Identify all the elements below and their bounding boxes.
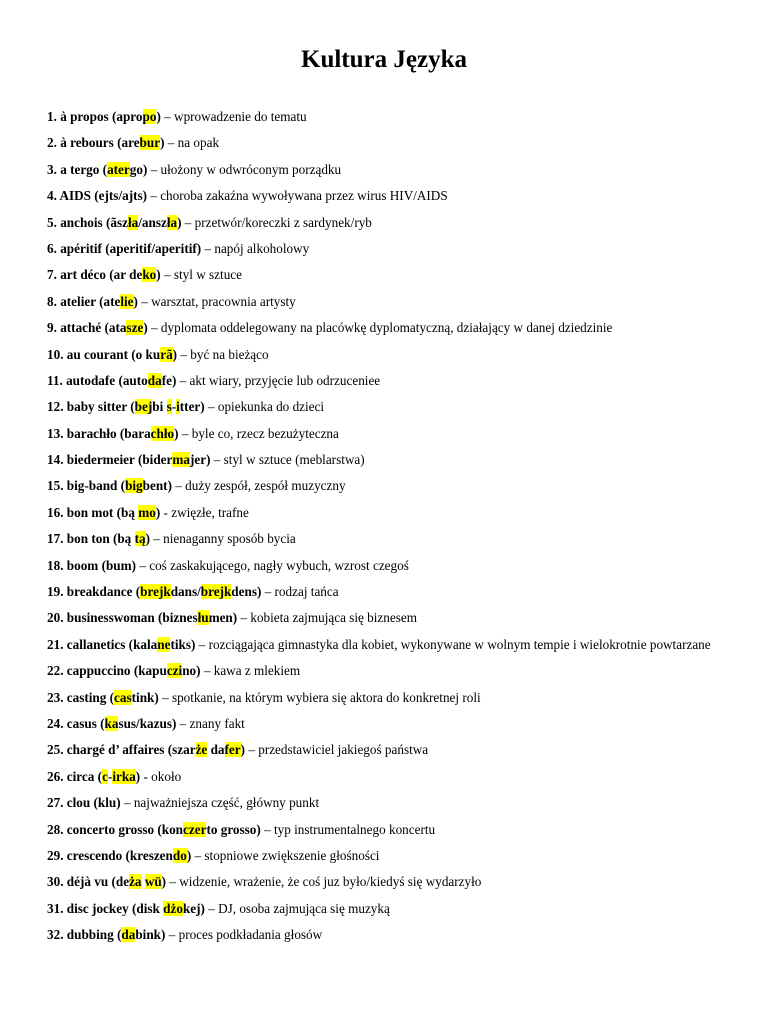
entry-definition: – najważniejsza część, główny punkt	[120, 795, 320, 811]
list-item	[47, 477, 727, 494]
term-text: apéritif (aperitif/aperitif)	[60, 240, 202, 256]
entry-definition: – spotkanie, na którym wybiera się aktora do konkretnej roli	[158, 689, 481, 705]
entry-term	[67, 822, 261, 837]
highlighted-syllable: big	[125, 478, 143, 494]
entry-definition: – coś zaskakującego, nagły wybuch, wzrost czegoś	[136, 557, 409, 573]
highlighted-syllable: do	[172, 847, 187, 863]
highlighted-syllable: czi	[166, 663, 183, 679]
entry-number: 13.	[47, 425, 67, 441]
highlighted-syllable: wü	[144, 874, 162, 890]
term-text: clou (klu)	[66, 795, 121, 811]
entry-term	[67, 927, 166, 942]
term-text: big-band (	[66, 478, 126, 494]
list-item	[47, 187, 727, 204]
entry-definition: - zwięzłe, trafne	[160, 504, 249, 520]
entry-number: 14.	[47, 452, 67, 468]
highlighted-syllable: tą	[134, 531, 146, 547]
highlighted-syllable: brejk	[200, 584, 232, 600]
entry-number: 9.	[47, 320, 61, 336]
term-text: breakdance (	[66, 584, 141, 600]
term-text: tter)	[179, 399, 205, 415]
entry-term	[67, 874, 166, 889]
highlighted-syllable: bej	[134, 399, 153, 415]
term-text: )	[155, 504, 161, 520]
list-item	[47, 214, 727, 231]
entry-term	[60, 241, 201, 256]
term-text: autodafe (auto	[66, 372, 148, 388]
list-item	[47, 794, 727, 811]
term-text: a tergo (	[60, 161, 108, 177]
entry-term	[67, 347, 177, 362]
term-text: bi	[152, 399, 167, 415]
term-text: )	[156, 109, 161, 124]
highlighted-syllable: i	[176, 399, 180, 415]
term-text: chargé d’ affaires (szar	[66, 742, 196, 758]
list-item	[47, 715, 727, 732]
term-text: da	[207, 742, 225, 758]
entry-term	[67, 426, 179, 441]
list-item	[47, 873, 727, 890]
term-text: )	[177, 214, 182, 230]
term-text: anchois (ãsz	[60, 214, 128, 230]
list-item	[47, 266, 727, 283]
term-text: callanetics (kala	[66, 636, 158, 652]
entry-list	[47, 108, 727, 953]
term-text: baby sitter (	[66, 399, 135, 415]
term-text: circa (	[66, 768, 103, 784]
list-item	[47, 398, 727, 415]
entry-number: 22.	[47, 663, 67, 679]
highlighted-syllable: bur	[139, 135, 161, 151]
entry-definition: – typ instrumentalnego koncertu	[260, 821, 436, 837]
term-text: boom (bum)	[66, 557, 137, 573]
term-text: /ansz	[138, 214, 167, 230]
highlighted-syllable: że	[195, 742, 208, 758]
entry-number: 11.	[47, 372, 67, 388]
entry-term	[60, 215, 181, 230]
entry-definition: – opiekunka do dzieci	[204, 399, 325, 415]
highlighted-syllable: czer	[183, 821, 207, 837]
entry-number: 4.	[47, 188, 60, 204]
term-text: déjà vu (de	[66, 874, 130, 890]
list-item	[47, 134, 727, 151]
highlighted-syllable: da	[121, 927, 136, 943]
term-text: )	[161, 874, 167, 890]
list-item	[47, 557, 727, 574]
highlighted-syllable: ater	[107, 161, 130, 177]
entry-definition: - około	[140, 768, 182, 784]
entry-number: 12.	[47, 399, 67, 415]
entry-term	[60, 267, 161, 282]
highlighted-syllable: po	[142, 109, 157, 124]
entry-definition: – być na bieżąco	[177, 346, 269, 362]
entry-term	[66, 373, 176, 388]
entry-number: 20.	[47, 610, 67, 626]
entry-term	[60, 162, 147, 177]
list-item	[47, 636, 727, 653]
entry-term	[67, 848, 191, 863]
term-text: atelier (ate	[60, 293, 121, 309]
highlighted-syllable: dżo	[163, 900, 183, 916]
entry-number: 15.	[47, 478, 67, 494]
entry-number: 29.	[47, 847, 67, 863]
entry-number: 24.	[47, 715, 67, 731]
list-item	[47, 821, 727, 838]
entry-term	[67, 663, 201, 678]
highlighted-syllable: mo	[138, 504, 156, 520]
entry-definition: – DJ, osoba zajmująca się muzyką	[204, 900, 390, 916]
entry-term	[67, 610, 237, 625]
term-text: casus (	[66, 715, 105, 731]
term-text: to grosso)	[206, 821, 261, 837]
entry-number: 23.	[47, 689, 67, 705]
highlighted-syllable: ka	[104, 715, 119, 731]
entry-number: 18.	[47, 557, 67, 573]
entry-number: 16.	[47, 504, 67, 520]
term-text: )	[135, 768, 141, 784]
highlighted-syllable: c	[102, 768, 108, 784]
term-text: -	[107, 768, 113, 784]
list-item	[47, 530, 727, 547]
entry-term	[67, 769, 140, 784]
highlighted-syllable: rã	[160, 346, 173, 362]
term-text: bink)	[135, 927, 166, 943]
entry-number: 25.	[47, 742, 67, 758]
term-text: bon ton (bą	[66, 531, 135, 547]
list-item	[47, 425, 727, 442]
list-item	[47, 504, 727, 521]
term-text: crescendo (kreszen	[66, 847, 173, 863]
list-item	[47, 293, 727, 310]
list-item	[47, 689, 727, 706]
list-item	[47, 372, 727, 389]
entry-definition: – przedstawiciel jakiegoś państwa	[245, 742, 429, 758]
highlighted-syllable: ża	[129, 874, 142, 890]
term-text: barachło (bara	[66, 425, 151, 441]
entry-definition: – duży zespół, zespół muzyczny	[171, 478, 346, 494]
term-text: AIDS (ejts/ajts)	[59, 188, 148, 204]
list-item	[47, 900, 727, 917]
entry-definition: – rodzaj tańca	[261, 584, 339, 600]
entry-definition: – na opak	[164, 135, 220, 151]
entry-term	[67, 558, 136, 573]
entry-definition: – napój alkoholowy	[201, 240, 310, 256]
term-text: men)	[208, 610, 238, 626]
entry-term	[60, 109, 161, 124]
entry-number: 31.	[47, 900, 67, 916]
list-item	[47, 161, 727, 178]
entry-term	[67, 478, 172, 493]
term-text: attaché (ata	[60, 320, 127, 336]
document-title: Kultura Języka	[301, 46, 467, 73]
term-text: à rebours (are	[60, 135, 140, 151]
entry-definition: – ułożony w odwróconym porządku	[147, 161, 342, 177]
entry-number: 10.	[47, 346, 67, 362]
entry-term	[60, 135, 164, 150]
entry-term	[67, 716, 177, 731]
term-text: biedermeier (bider	[66, 452, 173, 468]
term-text: )	[174, 425, 179, 441]
term-text: )	[186, 847, 192, 863]
entry-definition: – styl w sztuce	[160, 267, 242, 283]
entry-term	[67, 452, 211, 467]
highlighted-syllable: chło	[150, 425, 175, 441]
entry-number: 6.	[47, 240, 61, 256]
entry-number: 26.	[47, 768, 67, 784]
entry-term	[67, 584, 262, 599]
term-text: )	[160, 135, 165, 151]
term-text: fe)	[161, 372, 177, 388]
entry-definition: – wprowadzenie do tematu	[160, 109, 307, 124]
entry-number: 30.	[47, 874, 67, 890]
term-text: bon mot (bą	[66, 504, 139, 520]
term-text: concerto grosso (kon	[66, 821, 184, 837]
term-text: dans/	[170, 584, 201, 600]
term-text: tink)	[131, 689, 159, 705]
highlighted-syllable: łu	[197, 610, 209, 626]
entry-number: 3.	[47, 161, 61, 177]
term-text: art déco (ar de	[60, 267, 143, 283]
term-text: )	[145, 531, 150, 547]
term-text: dubbing (	[66, 927, 122, 943]
entry-term	[67, 531, 150, 546]
list-item	[47, 847, 727, 864]
entry-number: 1.	[47, 109, 61, 124]
entry-definition: – styl w sztuce (meblarstwa)	[210, 452, 365, 468]
term-text: -	[171, 399, 177, 415]
highlighted-syllable: fer	[224, 742, 241, 758]
highlighted-syllable: sze	[126, 320, 144, 336]
highlighted-syllable: ko	[142, 267, 157, 283]
list-item	[47, 583, 727, 600]
term-text: businesswoman (biznes	[66, 610, 198, 626]
entry-number: 27.	[47, 795, 67, 811]
entry-number: 2.	[47, 135, 61, 151]
term-text: tiks)	[170, 636, 196, 652]
term-text: casting (	[66, 689, 115, 705]
highlighted-syllable: ma	[172, 452, 190, 468]
entry-definition: – rozciągająca gimnastyka dla kobiet, wykonywane w wolnym tempie i wielokrotnie powtarzane	[195, 636, 711, 652]
entry-term	[67, 637, 196, 652]
highlighted-syllable: ła	[166, 214, 178, 230]
entry-number: 5.	[47, 214, 61, 230]
entry-definition: – warsztat, pracownia artysty	[137, 293, 296, 309]
entry-number: 32.	[47, 927, 67, 943]
highlighted-syllable: irka	[112, 768, 136, 784]
highlighted-syllable: cas	[114, 689, 132, 705]
entry-definition: – widzenie, wrażenie, że coś juz było/kiedyś się wydarzyło	[166, 874, 482, 890]
entry-number: 21.	[47, 636, 67, 652]
entry-number: 7.	[47, 267, 61, 283]
term-text: )	[172, 346, 178, 362]
entry-definition: – znany fakt	[176, 715, 245, 731]
entry-term	[67, 795, 121, 810]
term-text: disc jockey (disk	[66, 900, 164, 916]
entry-definition: – akt wiary, przyjęcie lub odrzuceniee	[176, 372, 381, 388]
entry-definition: – dyplomata oddelegowany na placówkę dyplomatyczną, działający w danej dziedzinie	[147, 320, 613, 336]
entry-term	[67, 742, 245, 757]
term-text: à propos (apro	[60, 109, 143, 124]
highlighted-syllable: ła	[127, 214, 139, 230]
term-text: sus/kazus)	[118, 715, 177, 731]
term-text: )	[143, 320, 148, 336]
list-item	[47, 319, 727, 336]
list-item	[47, 240, 727, 257]
entry-definition: – byle co, rzecz bezużyteczna	[178, 425, 339, 441]
entry-definition: – proces podkładania głosów	[165, 927, 323, 943]
entry-definition: – przetwór/koreczki z sardynek/ryb	[181, 214, 372, 230]
term-text: )	[156, 267, 161, 283]
highlighted-syllable: brejk	[140, 584, 171, 600]
highlighted-syllable: da	[147, 372, 162, 388]
entry-number: 28.	[47, 821, 67, 837]
term-text: kej)	[182, 900, 205, 916]
term-text: bent)	[142, 478, 172, 494]
highlighted-syllable: s	[166, 399, 172, 415]
entry-term	[60, 320, 148, 335]
term-text: jer)	[189, 452, 211, 468]
entry-definition: – stopniowe zwiększenie głośności	[191, 847, 380, 863]
entry-term	[67, 901, 205, 916]
entry-number: 19.	[47, 584, 67, 600]
entry-definition: – nienaganny sposób bycia	[149, 531, 296, 547]
entry-definition: – kawa z mlekiem	[200, 663, 301, 679]
term-text: dens)	[231, 584, 262, 600]
term-text: cappuccino (kapu	[66, 663, 167, 679]
term-text: )	[133, 293, 138, 309]
entry-term	[59, 188, 147, 203]
term-text: no)	[182, 663, 201, 679]
list-item	[47, 768, 727, 785]
list-item	[47, 609, 727, 626]
entry-definition: – kobieta zajmująca się biznesem	[237, 610, 417, 626]
list-item	[47, 741, 727, 758]
entry-term	[67, 399, 205, 414]
entry-term	[67, 505, 160, 520]
term-text: au courant (o ku	[66, 346, 161, 362]
list-item	[47, 662, 727, 679]
entry-definition: – choroba zakaźna wywoływana przez wirus HIV/AIDS	[147, 188, 448, 204]
term-text: )	[240, 742, 246, 758]
list-item	[47, 108, 727, 125]
list-item	[47, 451, 727, 468]
highlighted-syllable: ne	[157, 636, 171, 652]
entry-number: 17.	[47, 531, 67, 547]
list-item	[47, 926, 727, 943]
entry-number: 8.	[47, 293, 61, 309]
highlighted-syllable: lie	[120, 293, 134, 309]
entry-term	[67, 690, 159, 705]
term-text: go)	[129, 161, 148, 177]
list-item	[47, 346, 727, 363]
entry-term	[60, 294, 138, 309]
